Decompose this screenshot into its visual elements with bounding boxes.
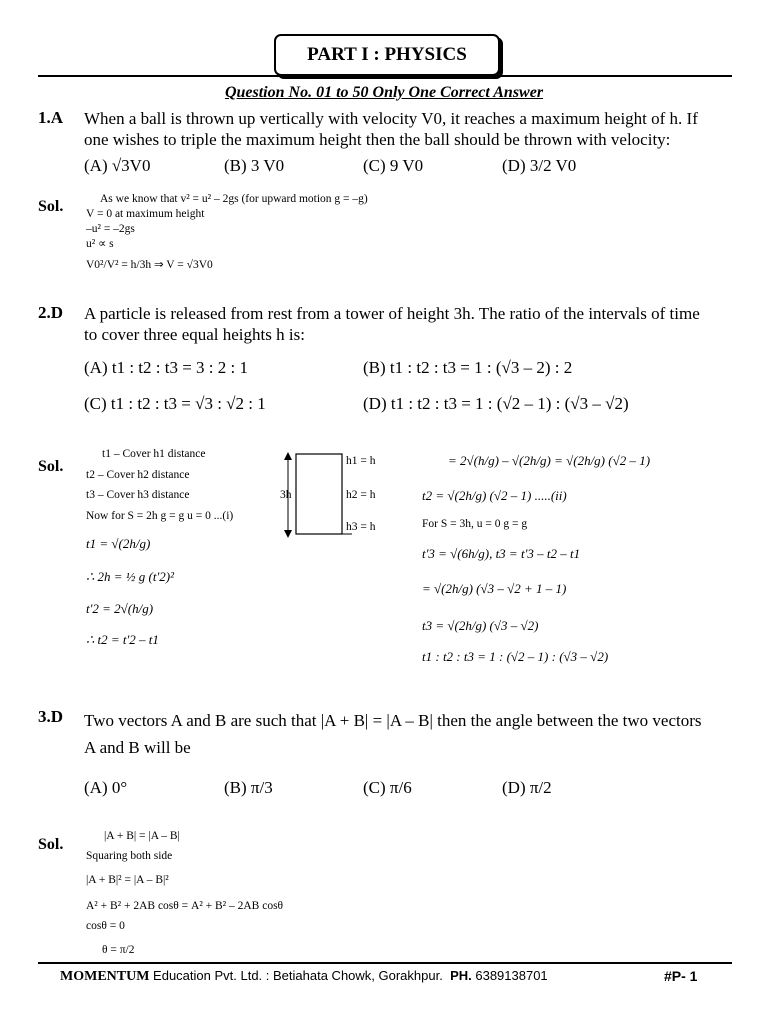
q2-sol-right-line: t3 = √(2h/g) (√3 – √2) xyxy=(422,618,539,633)
q3-line1: Two vectors A and B are such that |A + B| = |A – B| then the angle between the two vectors xyxy=(84,711,702,730)
q2-sol-right-line: = 2√(h/g) – √(2h/g) = √(2h/g) (√2 – 1) xyxy=(448,453,651,468)
q2-sol-left-line: t1 = √(2h/g) xyxy=(86,536,151,551)
q1-sol-line: u² ∝ s xyxy=(86,238,114,250)
q3-sol-label: Sol. xyxy=(38,836,64,853)
q3-sol-line: cosθ = 0 xyxy=(86,920,125,932)
q1-question xyxy=(84,108,734,150)
q1-option-b: (B) 3 V0 xyxy=(224,156,285,175)
q2-solution-left xyxy=(86,444,233,650)
q1-sol-line: V = 0 at maximum height xyxy=(86,208,205,220)
footer-address: Education Pvt. Ltd. : Betiahata Chowk, Gorakhpur. xyxy=(149,968,443,983)
q3-solution xyxy=(86,826,283,960)
height-arrow-bottom xyxy=(284,530,292,538)
q2-option-c: (C) t1 : t2 : t3 = √3 : √2 : 1 xyxy=(84,394,266,413)
q1-option-a: (A) √3V0 xyxy=(84,156,151,175)
q3-number: 3.D xyxy=(38,707,64,726)
q2-sol-left-line: ∴ t2 = t'2 – t1 xyxy=(86,631,159,647)
q2-option-d: (D) t1 : t2 : t3 = 1 : (√2 – 1) : (√3 – √2) xyxy=(363,394,629,413)
q1-option-c: (C) 9 V0 xyxy=(363,156,424,175)
q3-option-c: (C) π/6 xyxy=(363,778,412,797)
page-title-text: PART I : PHYSICS xyxy=(307,44,467,65)
q2-number: 2.D xyxy=(38,303,64,322)
q3-sol-line: θ = π/2 xyxy=(102,944,135,956)
footer-rule xyxy=(38,962,732,964)
tower-h1-label: h1 = h xyxy=(346,455,376,467)
q3-sol-line: |A + B|² = |A – B|² xyxy=(86,874,169,886)
q2-sol-left-line: t'2 = 2√(h/g) xyxy=(86,601,154,616)
tower-h2-label: h2 = h xyxy=(346,489,376,501)
header-rule xyxy=(38,75,732,77)
tower-height-label: 3h xyxy=(280,489,292,501)
q3-sol-line: |A + B| = |A – B| xyxy=(104,830,180,842)
footer-phone: 6389138701 xyxy=(475,968,548,983)
q3-option-b: (B) π/3 xyxy=(224,778,273,797)
q3-option-a: (A) 0° xyxy=(84,778,128,797)
q2-question xyxy=(84,303,734,345)
q1-solution xyxy=(86,192,368,273)
q1-sol-label: Sol. xyxy=(38,198,64,215)
q2-sol-right-line: t2 = √(2h/g) (√2 – 1) .....(ii) xyxy=(422,488,567,503)
height-arrow-top xyxy=(284,452,292,460)
q3-line2: A and B will be xyxy=(84,738,191,757)
q2-option-b: (B) t1 : t2 : t3 = 1 : (√3 – 2) : 2 xyxy=(363,358,573,377)
q2-sol-right-line: For S = 3h, u = 0 g = g xyxy=(422,518,528,530)
page-number: #P- 1 xyxy=(664,968,698,984)
q1-line1: When a ball is thrown up vertically with velocity V0, it reaches a maximum height of h. If xyxy=(84,109,698,128)
page-title xyxy=(274,34,500,76)
q2-sol-left-line: ∴ 2h = ½ g (t'2)² xyxy=(86,568,174,584)
q2-line1: A particle is released from rest from a tower of height 3h. The ratio of the intervals of time xyxy=(84,304,700,323)
q3-sol-line: A² + B² + 2AB cosθ = A² + B² – 2AB cosθ xyxy=(86,900,284,912)
q1-sol-line: –u² = –2gs xyxy=(86,223,135,235)
q3-sol-line: Squaring both side xyxy=(86,850,173,862)
q2-sol-right-line: t'3 = √(6h/g), t3 = t'3 – t2 – t1 xyxy=(422,546,581,561)
q2-line2: to cover three equal heights h is: xyxy=(84,325,305,344)
q2-sol-left-line: t2 – Cover h2 distance xyxy=(86,468,190,481)
footer-brand: MOMENTUM xyxy=(60,969,150,984)
q1-number: 1.A xyxy=(38,108,64,127)
q1-option-d: (D) 3/2 V0 xyxy=(502,156,577,175)
tower-h3-label: h3 = h xyxy=(346,521,376,533)
q1-sol-line: V0²/V² = h/3h ⇒ V = √3V0 xyxy=(86,259,213,271)
q1-line2: one wishes to triple the maximum height then the ball should be thrown with velocity: xyxy=(84,130,671,149)
q2-sol-label: Sol. xyxy=(38,458,64,475)
section-heading: Question No. 01 to 50 Only One Correct Answer xyxy=(224,84,544,101)
q2-sol-left-line: Now for S = 2h g = g u = 0 ...(i) xyxy=(86,509,234,522)
q2-option-a: (A) t1 : t2 : t3 = 3 : 2 : 1 xyxy=(84,358,248,377)
footer-ph-label: PH. xyxy=(450,968,472,983)
q1-sol-line: As we know that v² = u² – 2gs (for upward motion g = –g) xyxy=(100,193,368,205)
q3-option-d: (D) π/2 xyxy=(502,778,552,797)
q3-question xyxy=(84,707,734,761)
footer-text xyxy=(60,968,548,985)
q2-sol-left-line: t1 – Cover h1 distance xyxy=(102,448,206,460)
q2-sol-left-line: t3 – Cover h3 distance xyxy=(86,489,190,501)
q2-sol-right-line: = √(2h/g) (√3 – √2 + 1 – 1) xyxy=(422,581,567,596)
tower-rect xyxy=(296,454,342,534)
q2-sol-right-line: t1 : t2 : t3 = 1 : (√2 – 1) : (√3 – √2) xyxy=(422,649,609,664)
q2-solution-right xyxy=(422,452,650,665)
